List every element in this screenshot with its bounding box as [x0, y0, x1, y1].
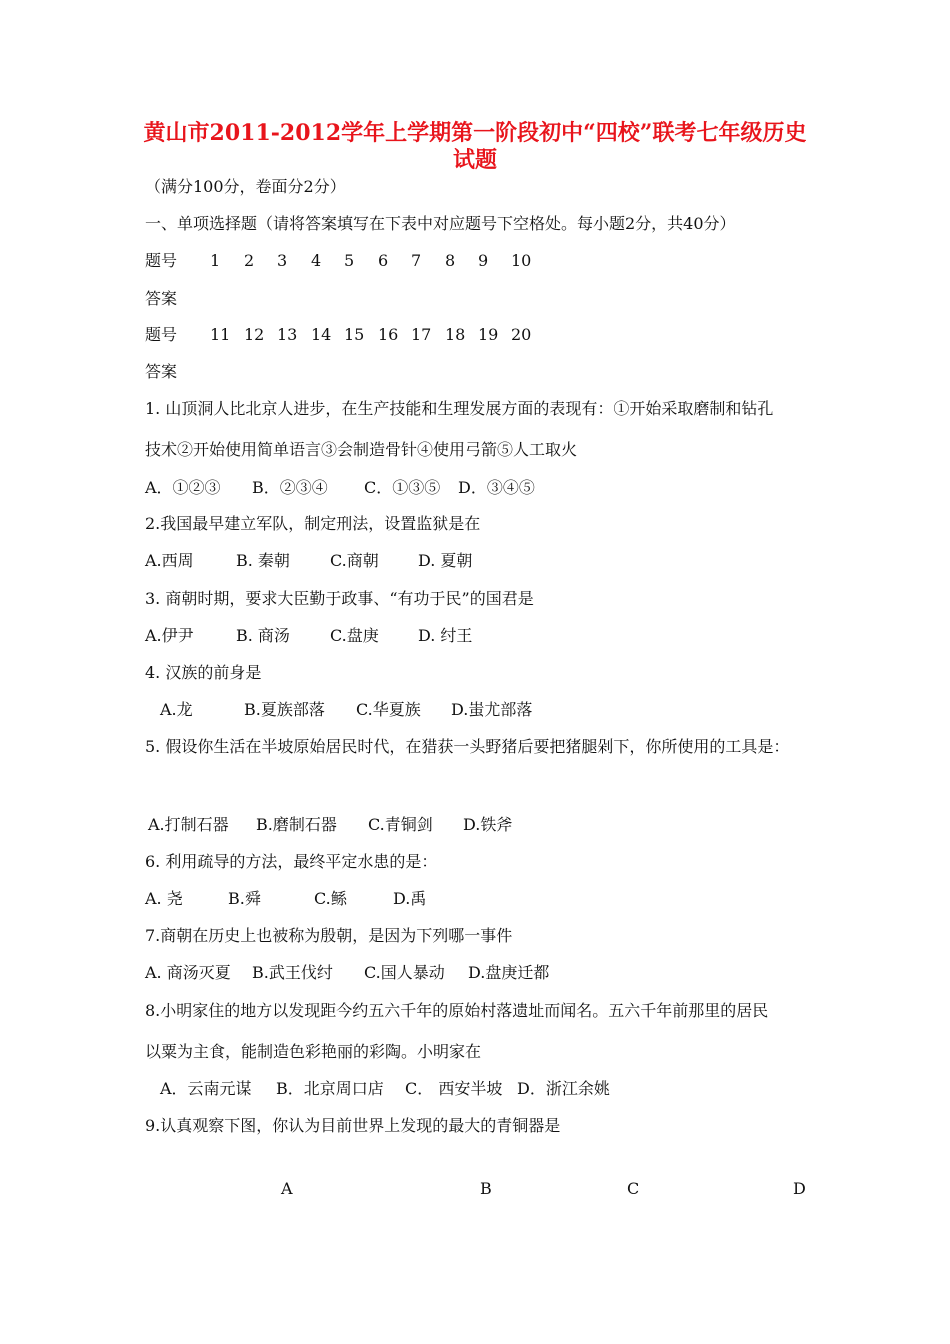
- figure-label: A: [281, 1179, 293, 1198]
- question-6: 6. 利用疏导的方法，最终平定水患的是：: [145, 852, 438, 871]
- option: C.商朝: [330, 551, 379, 570]
- question-1-cont: 技术②开始使用简单语言③会制造骨针④使用弓箭⑤人工取火: [145, 440, 578, 459]
- table-row-label: 题号: [145, 251, 178, 270]
- table-cell: 18: [445, 325, 466, 344]
- table-answer-label: 答案: [145, 289, 178, 308]
- question-9: 9.认真观察下图，你认为目前世界上发现的最大的青铜器是: [145, 1116, 561, 1135]
- table-cell: 13: [277, 325, 298, 344]
- option: B.舜: [228, 889, 261, 908]
- table-cell: 11: [210, 325, 231, 344]
- option: D．③④⑤: [458, 478, 535, 497]
- table-cell: 4: [311, 251, 322, 270]
- table-cell: 9: [478, 251, 489, 270]
- option: A.西周: [145, 551, 194, 570]
- option: B.磨制石器: [256, 815, 337, 834]
- option: D.盘庚迁都: [468, 963, 550, 982]
- option: B. 秦朝: [236, 551, 290, 570]
- section-heading: 一、单项选择题（请将答案填写在下表中对应题号下空格处。每小题2分，共40分）: [145, 214, 736, 233]
- option: A. 尧: [145, 889, 183, 908]
- table-answer-label: 答案: [145, 362, 178, 381]
- question-8: 8.小明家住的地方以发现距今约五六千年的原始村落遗址而闻名。五六千年前那里的居民: [145, 1001, 769, 1020]
- table-cell: 12: [244, 325, 265, 344]
- option: D. 夏朝: [418, 551, 473, 570]
- table-cell: 14: [311, 325, 332, 344]
- option: B．②③④: [252, 478, 328, 497]
- option: A．①②③: [145, 478, 221, 497]
- option: C． 西安半坡: [405, 1079, 503, 1098]
- table-cell: 19: [478, 325, 499, 344]
- question-7: 7.商朝在历史上也被称为殷朝，是因为下列哪一事件: [145, 926, 513, 945]
- table-cell: 5: [344, 251, 355, 270]
- table-cell: 7: [411, 251, 422, 270]
- option: A. 商汤灭夏: [145, 963, 231, 982]
- table-cell: 8: [445, 251, 456, 270]
- table-cell: 15: [344, 325, 365, 344]
- option: C.鲧: [314, 889, 347, 908]
- option: C．①③⑤: [364, 478, 441, 497]
- question-1: 1. 山顶洞人比北京人进步，在生产技能和生理发展方面的表现有：①开始采取磨制和钻孔: [145, 399, 774, 418]
- option: D. 纣王: [418, 626, 473, 645]
- option: C.国人暴动: [364, 963, 445, 982]
- option: B.夏族部落: [244, 700, 325, 719]
- option: A.打制石器: [148, 815, 229, 834]
- table-cell: 1: [210, 251, 221, 270]
- table-cell: 10: [511, 251, 532, 270]
- question-3: 3. 商朝时期，要求大臣勤于政事、“有功于民”的国君是: [145, 589, 534, 608]
- option: A.伊尹: [145, 626, 194, 645]
- table-cell: 17: [411, 325, 432, 344]
- option: B. 商汤: [236, 626, 290, 645]
- figure-label: B: [480, 1179, 492, 1198]
- score-note: （满分100分，卷面分2分）: [145, 177, 346, 196]
- option: C.华夏族: [356, 700, 421, 719]
- page-title: 黄山市2011-2012学年上学期第一阶段初中“四校”联考七年级历史试题: [143, 120, 807, 173]
- figure-label: D: [793, 1179, 806, 1198]
- table-cell: 2: [244, 251, 255, 270]
- question-4: 4. 汉族的前身是: [145, 663, 262, 682]
- option: A.龙: [160, 700, 193, 719]
- option: D．浙江余姚: [517, 1079, 610, 1098]
- option: D.铁斧: [463, 815, 513, 834]
- option: C.盘庚: [330, 626, 379, 645]
- option: D.蚩尤部落: [451, 700, 533, 719]
- question-5: 5. 假设你生活在半坡原始居民时代，在猎获一头野猪后要把猪腿剁下，你所使用的工具是：: [145, 737, 790, 756]
- table-cell: 3: [277, 251, 288, 270]
- table-cell: 6: [378, 251, 389, 270]
- figure-label: C: [627, 1179, 640, 1198]
- table-row-label: 题号: [145, 325, 178, 344]
- table-cell: 16: [378, 325, 399, 344]
- option: A．云南元谋: [160, 1079, 252, 1098]
- table-cell: 20: [511, 325, 532, 344]
- question-8-cont: 以粟为主食，能制造色彩艳丽的彩陶。小明家在: [145, 1042, 482, 1061]
- question-2: 2.我国最早建立军队，制定刑法，设置监狱是在: [145, 514, 481, 533]
- option: D.禹: [393, 889, 427, 908]
- option: C.青铜剑: [368, 815, 433, 834]
- option: B．北京周口店: [276, 1079, 384, 1098]
- option: B.武王伐纣: [252, 963, 333, 982]
